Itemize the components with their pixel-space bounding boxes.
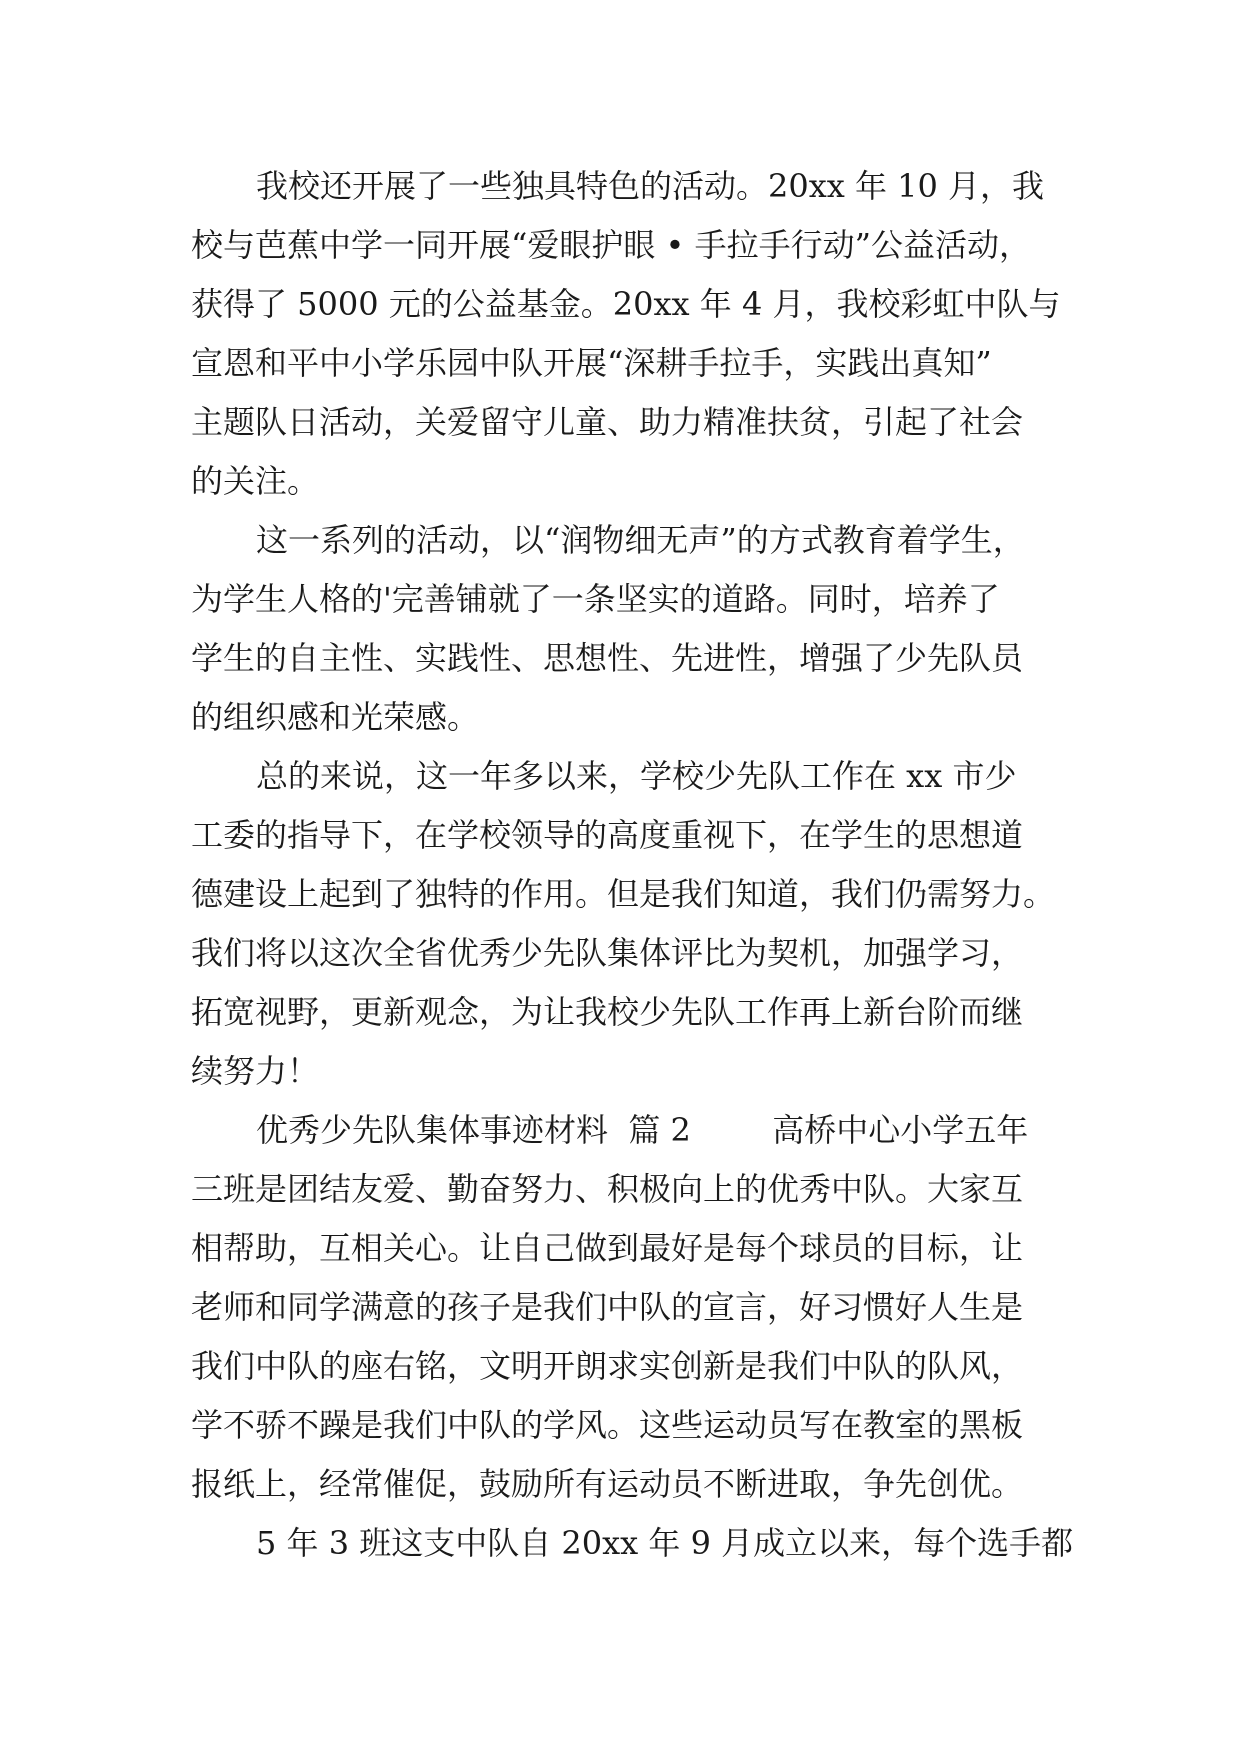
text-line: 拓宽视野，更新观念，为让我校少先队工作再上新台阶而继 xyxy=(191,993,1024,1031)
text-line: 学生的自主性、实践性、思想性、先进性，增强了少先队员 xyxy=(191,639,1024,677)
text-line: 获得了 5000 元的公益基金。20xx 年 4 月，我校彩虹中队与 xyxy=(191,285,1061,323)
text-line: 工委的指导下，在学校领导的高度重视下，在学生的思想道 xyxy=(191,816,1024,854)
text-line: 相帮助，互相关心。让自己做到最好是每个球员的目标，让 xyxy=(191,1229,1024,1267)
text-line: 续努力！ xyxy=(191,1052,320,1090)
text-line: 的组织感和光荣感。 xyxy=(191,698,480,736)
text-line: 优秀少先队集体事迹材料 篇 2 高桥中心小学五年 xyxy=(256,1111,1029,1149)
text-line: 老师和同学满意的孩子是我们中队的宣言，好习惯好人生是 xyxy=(191,1288,1024,1326)
text-line: 我们将以这次全省优秀少先队集体评比为契机，加强学习， xyxy=(191,934,1024,972)
text-line: 学不骄不躁是我们中队的学风。这些运动员写在教室的黑板 xyxy=(191,1406,1024,1444)
text-line: 我校还开展了一些独具特色的活动。20xx 年 10 月，我 xyxy=(256,167,1045,205)
text-line: 校与芭蕉中学一同开展“爱眼护眼 • 手拉手行动”公益活动， xyxy=(191,226,1031,264)
text-line: 宣恩和平中小学乐园中队开展“深耕手拉手，实践出真知” xyxy=(191,344,992,382)
text-line: 我们中队的座右铭，文明开朗求实创新是我们中队的队风， xyxy=(191,1347,1024,1385)
text-line: 主题队日活动，关爱留守儿童、助力精准扶贫，引起了社会 xyxy=(191,403,1024,441)
text-line: 为学生人格的'完善铺就了一条坚实的道路。同时，培养了 xyxy=(191,580,1000,618)
text-line: 三班是团结友爱、勤奋努力、积极向上的优秀中队。大家互 xyxy=(191,1170,1024,1208)
text-line: 报纸上，经常催促，鼓励所有运动员不断进取，争先创优。 xyxy=(191,1465,1024,1503)
text-line: 德建设上起到了独特的作用。但是我们知道，我们仍需努力。 xyxy=(191,875,1056,913)
text-line: 的关注。 xyxy=(191,462,320,500)
text-line: 这一系列的活动，以“润物细无声”的方式教育着学生， xyxy=(256,521,1025,559)
text-line: 总的来说，这一年多以来，学校少先队工作在 xx 市少 xyxy=(256,757,1017,795)
text-line: 5 年 3 班这支中队自 20xx 年 9 月成立以来，每个选手都 xyxy=(256,1524,1074,1562)
